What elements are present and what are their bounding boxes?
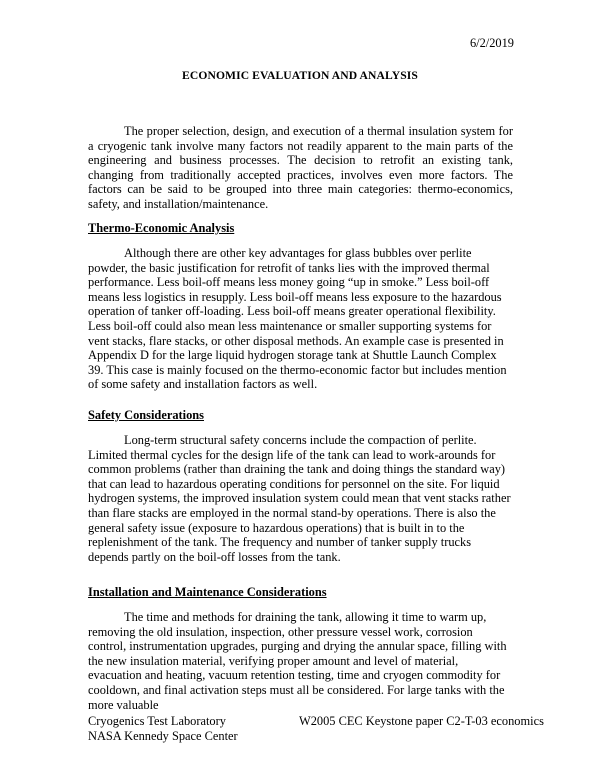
section-heading-thermo-economic: Thermo-Economic Analysis bbox=[88, 221, 235, 235]
footer-center-name: NASA Kennedy Space Center bbox=[88, 728, 238, 743]
intro-paragraph: The proper selection, design, and execution of a thermal insulation system for a cryogenic tank involve many factors not readily apparent to the main parts of the engineering and business processes. The decision to retrofit an existing tank, changing from traditionally accepted practices, involves even more factors. The factors can be said to be grouped into three main categories: thermo-economics, safety, and installation/maintenance. bbox=[88, 124, 513, 211]
page-date: 6/2/2019 bbox=[469, 36, 514, 50]
section-heading-installation: Installation and Maintenance Considerations bbox=[88, 585, 327, 599]
section-body-installation: The time and methods for draining the tank, allowing it time to warm up, removing the old insulation, inspection, other pressure vessel work, corrosion control, instrumentation upgrades, purging and drying the annular space, filling with the new insulation material, verifying proper amount and level of material, evacuation and heating, vacuum retention testing, time and cryogen commodity for cooldown, and final activation steps must all be considered. For large tanks with the more valuable bbox=[88, 610, 507, 712]
section-body-thermo-economic: Although there are other key advantages for glass bubbles over perlite powder, the basic justification for retrofit of tanks lies with the improved thermal performance. Less boil-off means less money going “up in smoke.” Less boil-off means less logistics in resupply. Less boil-off means less exposure to the hazardous operation of tanker off-loading. Less boil-off means greater operational flexibility. Less boil-off could also mean less maintenance or smaller supporting systems for vent stacks, flare stacks, or other disposal methods. An example case is presented in Appendix D for the large liquid hydrogen storage tank at Shuttle Launch Complex 39. This case is mainly focused on the thermo-economic factor but includes mention of some safety and installation factors as well. bbox=[88, 246, 507, 392]
footer-lab-name: Cryogenics Test Laboratory bbox=[88, 714, 226, 728]
page-title: ECONOMIC EVALUATION AND ANALYSIS bbox=[182, 69, 418, 82]
footer-paper-id: W2005 CEC Keystone paper C2-T-03 economics bbox=[299, 714, 544, 728]
section-heading-safety: Safety Considerations bbox=[88, 408, 204, 422]
section-body-safety: Long-term structural safety concerns include the compaction of perlite. Limited thermal cycles for the design life of the tank can lead to work-arounds for common problems (rather than draining the tank and doing things the standard way) that can lead to hazardous operating conditions for personnel on the site. For liquid hydrogen systems, the improved insulation system could mean that vent stacks rather than flare stacks are employed in the normal stand-by operations. There is also the general safety issue (exposure to hazardous operations) that is built in to the replenishment of the tank. The frequency and number of tanker supply trucks depends partly on the boil-off losses from the tank. bbox=[88, 433, 511, 564]
footer-left bbox=[88, 714, 238, 743]
